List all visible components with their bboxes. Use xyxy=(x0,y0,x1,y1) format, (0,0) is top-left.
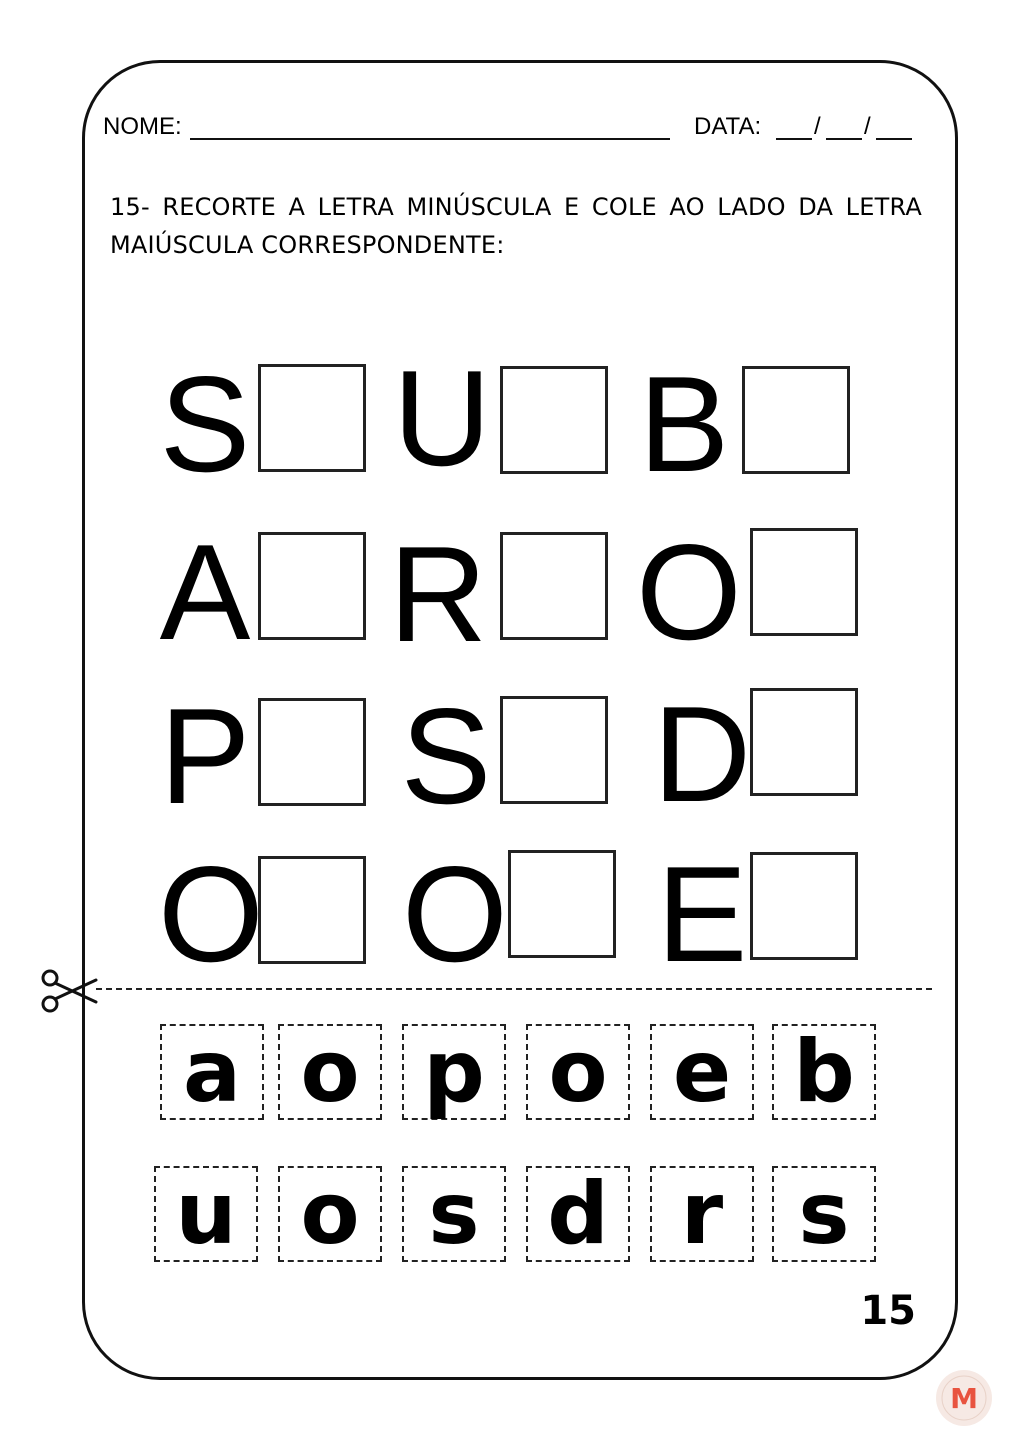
lowercase-card: e xyxy=(650,1024,754,1120)
date-day-line xyxy=(776,138,812,140)
lowercase-card: u xyxy=(154,1166,258,1262)
paste-box xyxy=(508,850,616,958)
page-number: 15 xyxy=(860,1288,916,1334)
uppercase-letter: S xyxy=(159,348,251,500)
paste-box xyxy=(500,532,608,640)
brand-logo-icon xyxy=(934,1368,994,1428)
lowercase-card: s xyxy=(772,1166,876,1262)
date-separator: / xyxy=(814,113,821,140)
paste-box xyxy=(750,852,858,960)
uppercase-letter: R xyxy=(388,518,488,670)
lowercase-card: p xyxy=(402,1024,506,1120)
paste-box xyxy=(750,528,858,636)
lowercase-card: o xyxy=(526,1024,630,1120)
name-line xyxy=(190,138,670,140)
paste-box xyxy=(258,698,366,806)
lowercase-card: s xyxy=(402,1166,506,1262)
date-month-line xyxy=(826,138,862,140)
date-label: DATA: xyxy=(694,113,762,140)
uppercase-letter: U xyxy=(392,342,492,494)
logo-letter: M xyxy=(950,1382,978,1415)
scissors-icon xyxy=(40,966,100,1016)
paste-box xyxy=(500,696,608,804)
paste-box xyxy=(258,364,366,472)
paste-box xyxy=(258,532,366,640)
uppercase-letter: E xyxy=(656,838,748,990)
date-separator: / xyxy=(864,113,871,140)
uppercase-letter: A xyxy=(159,516,251,668)
paste-box xyxy=(742,366,850,474)
uppercase-letter: O xyxy=(402,838,508,990)
date-year-line xyxy=(876,138,912,140)
name-label: NOME: xyxy=(103,113,182,140)
lowercase-card: d xyxy=(526,1166,630,1262)
uppercase-letter: S xyxy=(400,680,492,832)
instruction-text: 15- RECORTE A LETRA MINÚSCULA E COLE AO LADO DA LETRA MAIÚSCULA CORRESPONDENTE: xyxy=(110,193,922,259)
lowercase-card: a xyxy=(160,1024,264,1120)
lowercase-card: r xyxy=(650,1166,754,1262)
paste-box xyxy=(500,366,608,474)
uppercase-letter: D xyxy=(652,678,752,830)
lowercase-card: o xyxy=(278,1166,382,1262)
uppercase-letter: B xyxy=(638,348,730,500)
cut-line xyxy=(96,988,932,990)
lowercase-card: b xyxy=(772,1024,876,1120)
paste-box xyxy=(258,856,366,964)
paste-box xyxy=(750,688,858,796)
uppercase-letter: P xyxy=(159,680,251,832)
uppercase-letter: O xyxy=(636,516,742,668)
lowercase-card: o xyxy=(278,1024,382,1120)
uppercase-letter: O xyxy=(158,838,264,990)
